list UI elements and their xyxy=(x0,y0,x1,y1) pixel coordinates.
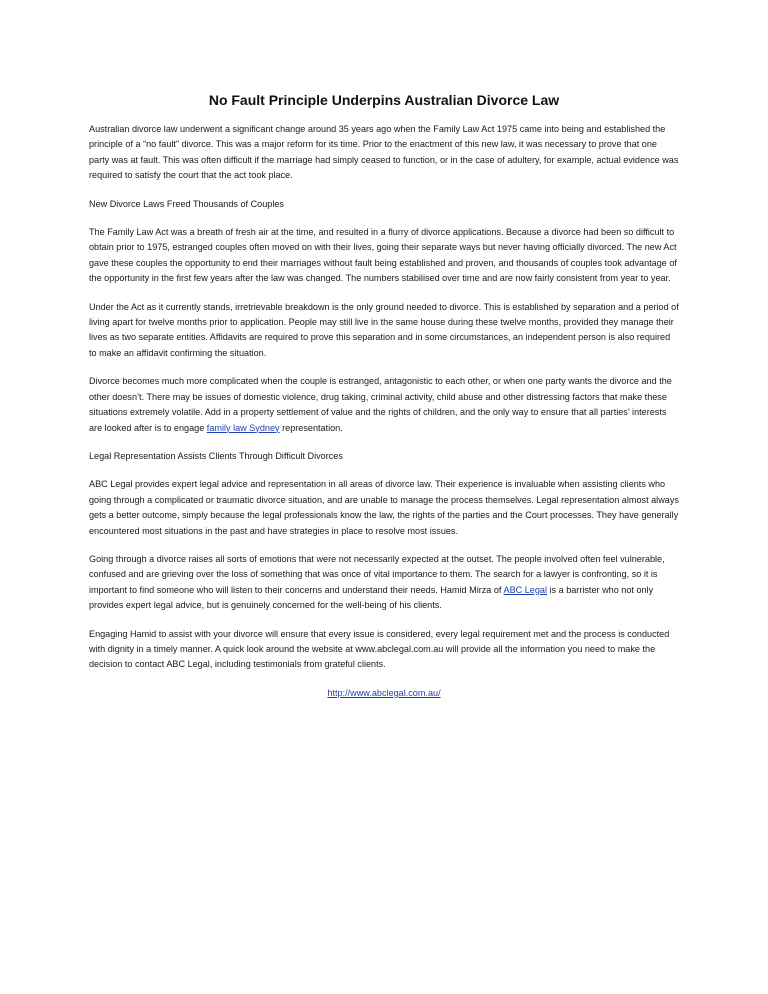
footer-link-line xyxy=(89,686,679,701)
paragraph-text: is a barrister who not only provides expert legal advice, but is genuinely concerned for the well-being of his clients. xyxy=(89,584,654,611)
paragraph-abc-legal: ABC Legal provides expert legal advice and representation in all areas of divorce law. Their experience is invaluable when assisting clients who going through a complicated or traumatic divorce situation, and are unable to manage the process themselves. Legal representation almost always gets a better outcome, simply because the legal professionals know the law, the rights of the parties and the Court processes. They have generally encountered most situations in the past and have strategies in place to resolve most issues. xyxy=(89,479,679,536)
paragraph-engaging-hamid: Engaging Hamid to assist with your divorce will ensure that every issue is considered, every legal requirement met and the process is conducted with dignity in a timely manner. A quick look around the website at www.abclegal.com.au will provide all the information you need to make the decision to contact ABC Legal, including testimonials from grateful clients. xyxy=(89,628,670,670)
paragraph-text: Divorce becomes much more complicated when the couple is estranged, antagonistic to each other, or when one party wants the divorce and the other doesn’t. There may be issues of domestic violence, drug taking, criminal activity, child abuse and other distressing factors that make these situations extremely volatile. Add in a property settlement of value and the rights of children, and the only way to ensure that all parties’ interests are looked after is to engage xyxy=(89,376,672,433)
paragraph-complicated-divorce xyxy=(89,374,679,436)
abc-legal-link[interactable]: ABC Legal xyxy=(503,584,547,595)
paragraph-text: Going through a divorce raises all sorts of emotions that were not necessarily expected at the outset. The people involved often feel vulnerable, confused and are grieving over the loss of something that was once of vital importance to them. The search for a lawyer is confronting, so it is important to find someone who will listen to their concerns and understand their needs. Hamid Mirza of xyxy=(89,553,665,595)
paragraph-family-law-act: The Family Law Act was a breath of fresh air at the time, and resulted in a flurry of divorce applications. Because a divorce had been so difficult to obtain prior to 1975, estranged couples often moved on with their lives, going their separate ways but never having officially divorced. The new Act gave these couples the opportunity to end their marriages without fault being established and proven, and thousands of couples took advantage of the opportunity in the first few years after the law was changed. The numbers stabilised over time and are now fairly consistent from year to year. xyxy=(89,227,677,284)
paragraph-emotions xyxy=(89,552,679,614)
abclegal-website-link[interactable]: http://www.abclegal.com.au/ xyxy=(327,687,441,698)
paragraph-text: representation. xyxy=(279,422,343,433)
paragraph-current-act: Under the Act as it currently stands, irretrievable breakdown is the only ground needed to divorce. This is established by separation and a period of living apart for twelve months prior to application. People may still live in the same house during these twelve months, provided they manage their lives as two separate entities. Affidavits are required to prove this separation and in some circumstances, an independent person is also required to make an affidavit confirming the situation. xyxy=(89,301,679,358)
section-heading-new-laws: New Divorce Laws Freed Thousands of Couples xyxy=(89,198,284,209)
family-law-sydney-link[interactable]: family law Sydney xyxy=(206,422,280,433)
section-heading-legal-representation: Legal Representation Assists Clients Through Difficult Divorces xyxy=(89,450,343,461)
page-title: No Fault Principle Underpins Australian Divorce Law xyxy=(208,92,560,108)
document-page xyxy=(89,92,679,714)
paragraph-intro: Australian divorce law underwent a significant change around 35 years ago when the Family Law Act 1975 came into being and established the principle of a “no fault” divorce. This was a major reform for its time. Prior to the enactment of this new law, it was necessary to prove that one party was at fault. This was often difficult if the marriage had simply ceased to function, or in the case of adultery, for example, actual evidence was required to satisfy the court that the act took place. xyxy=(89,124,679,181)
